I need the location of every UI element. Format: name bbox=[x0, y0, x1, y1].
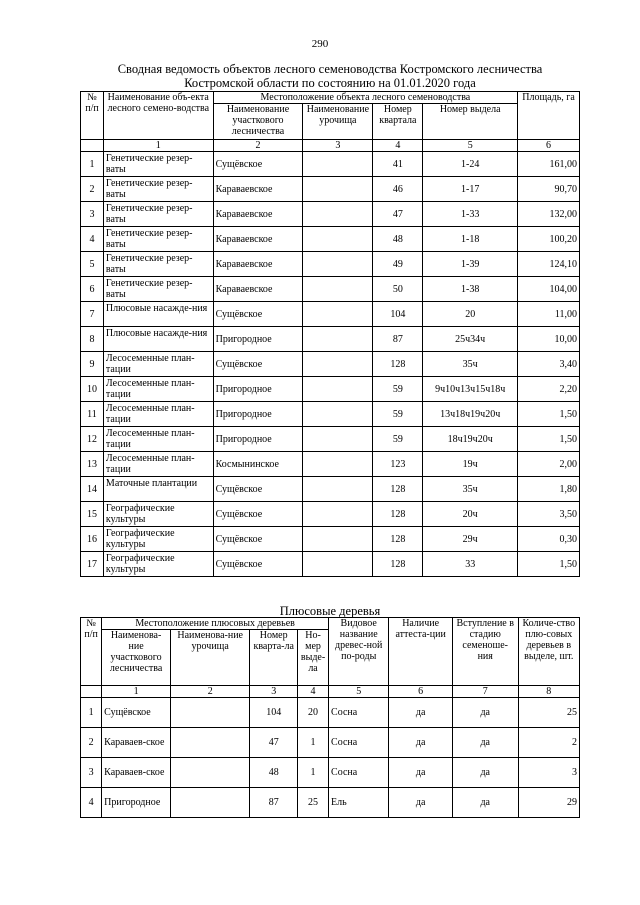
section-number: 29ч bbox=[423, 527, 518, 552]
count-value: 3 bbox=[518, 758, 579, 788]
district-name: Пригородное bbox=[213, 402, 303, 427]
object-name: Плюсовые насажде-ния bbox=[103, 327, 213, 352]
column-number-row bbox=[81, 140, 580, 152]
species-name: Сосна bbox=[329, 758, 389, 788]
section-number: 18ч19ч20ч bbox=[423, 427, 518, 452]
area-value: 1,80 bbox=[518, 477, 580, 502]
tract-name bbox=[303, 527, 373, 552]
quarter-number: 104 bbox=[250, 698, 298, 728]
tract-name bbox=[303, 252, 373, 277]
header-num: № п/п bbox=[81, 92, 104, 140]
count-value: 25 bbox=[518, 698, 579, 728]
row-number: 2 bbox=[81, 728, 102, 758]
header-section: Но-мер выде-ла bbox=[298, 630, 329, 686]
quarter-number: 47 bbox=[373, 202, 423, 227]
quarter-number: 128 bbox=[373, 477, 423, 502]
header-location: Местоположение объекта лесного семеноводства bbox=[213, 92, 518, 104]
table-row bbox=[81, 327, 580, 352]
section-number: 1-18 bbox=[423, 227, 518, 252]
area-value: 2,00 bbox=[518, 452, 580, 477]
quarter-number: 49 bbox=[373, 252, 423, 277]
col-number: 5 bbox=[329, 686, 389, 698]
table-row bbox=[81, 402, 580, 427]
col-number: 3 bbox=[303, 140, 373, 152]
area-value: 132,00 bbox=[518, 202, 580, 227]
section-number: 1-38 bbox=[423, 277, 518, 302]
col-number: 6 bbox=[389, 686, 453, 698]
section-number: 1-24 bbox=[423, 152, 518, 177]
district-name: Сущёвское bbox=[102, 698, 171, 728]
row-number: 3 bbox=[81, 202, 104, 227]
table-row bbox=[81, 698, 580, 728]
attestation-value: да bbox=[389, 728, 453, 758]
table-row bbox=[81, 427, 580, 452]
tract-name bbox=[303, 302, 373, 327]
table-row bbox=[81, 202, 580, 227]
district-name: Сущёвское bbox=[213, 302, 303, 327]
tract-name bbox=[303, 427, 373, 452]
section-number: 20 bbox=[423, 302, 518, 327]
row-number: 4 bbox=[81, 227, 104, 252]
area-value: 161,00 bbox=[518, 152, 580, 177]
table-row bbox=[81, 352, 580, 377]
table-row bbox=[81, 788, 580, 818]
tract-name bbox=[303, 327, 373, 352]
section-number: 33 bbox=[423, 552, 518, 577]
column-number-row bbox=[81, 686, 580, 698]
table-row bbox=[81, 252, 580, 277]
area-value: 90,70 bbox=[518, 177, 580, 202]
area-value: 2,20 bbox=[518, 377, 580, 402]
section-number: 1-17 bbox=[423, 177, 518, 202]
quarter-number: 46 bbox=[373, 177, 423, 202]
table-row bbox=[81, 277, 580, 302]
tract-name bbox=[303, 177, 373, 202]
col-number: 7 bbox=[452, 686, 518, 698]
quarter-number: 128 bbox=[373, 502, 423, 527]
area-value: 100,20 bbox=[518, 227, 580, 252]
area-value: 0,30 bbox=[518, 527, 580, 552]
row-number: 6 bbox=[81, 277, 104, 302]
row-number: 7 bbox=[81, 302, 104, 327]
attestation-value: да bbox=[389, 698, 453, 728]
district-name: Караваевское bbox=[213, 177, 303, 202]
object-name: Генетические резер-ваты bbox=[103, 227, 213, 252]
species-name: Ель bbox=[329, 788, 389, 818]
district-name: Сущёвское bbox=[213, 352, 303, 377]
tract-name bbox=[303, 402, 373, 427]
tract-name bbox=[303, 352, 373, 377]
row-number: 9 bbox=[81, 352, 104, 377]
district-name: Сущёвское bbox=[213, 152, 303, 177]
tract-name bbox=[303, 152, 373, 177]
quarter-number: 123 bbox=[373, 452, 423, 477]
stage-value: да bbox=[452, 698, 518, 728]
stage-value: да bbox=[452, 728, 518, 758]
quarter-number: 48 bbox=[373, 227, 423, 252]
tract-name bbox=[303, 552, 373, 577]
district-name: Караваевское bbox=[213, 277, 303, 302]
section-number: 25ч34ч bbox=[423, 327, 518, 352]
quarter-number: 47 bbox=[250, 728, 298, 758]
section-number: 13ч18ч19ч20ч bbox=[423, 402, 518, 427]
section-number: 1 bbox=[298, 758, 329, 788]
species-name: Сосна bbox=[329, 728, 389, 758]
section-number: 35ч bbox=[423, 352, 518, 377]
object-name: Географические культуры bbox=[103, 527, 213, 552]
row-number: 5 bbox=[81, 252, 104, 277]
header-section: Номер выдела bbox=[423, 104, 518, 140]
table-row bbox=[81, 758, 580, 788]
tract-name bbox=[170, 728, 249, 758]
area-value: 124,10 bbox=[518, 252, 580, 277]
row-number: 17 bbox=[81, 552, 104, 577]
count-value: 2 bbox=[518, 728, 579, 758]
tract-name bbox=[170, 788, 249, 818]
object-name: Генетические резер-ваты bbox=[103, 202, 213, 227]
district-name: Караваевское bbox=[213, 202, 303, 227]
district-name: Сущёвское bbox=[213, 527, 303, 552]
section-number: 19ч bbox=[423, 452, 518, 477]
col-number: 8 bbox=[518, 686, 579, 698]
section-number: 20ч bbox=[423, 502, 518, 527]
section-number: 1 bbox=[298, 728, 329, 758]
row-number: 14 bbox=[81, 477, 104, 502]
object-name: Географические культуры bbox=[103, 502, 213, 527]
section-number: 1-33 bbox=[423, 202, 518, 227]
row-number: 12 bbox=[81, 427, 104, 452]
quarter-number: 104 bbox=[373, 302, 423, 327]
row-number: 8 bbox=[81, 327, 104, 352]
page-number: 290 bbox=[311, 38, 329, 50]
col-number: 4 bbox=[298, 686, 329, 698]
header-location: Местоположение плюсовых деревьев bbox=[102, 618, 329, 630]
table-row bbox=[81, 452, 580, 477]
col-number: 1 bbox=[102, 686, 171, 698]
district-name: Караваевское bbox=[213, 227, 303, 252]
quarter-number: 128 bbox=[373, 352, 423, 377]
table-row bbox=[81, 227, 580, 252]
tract-name bbox=[303, 477, 373, 502]
plus-trees-table bbox=[80, 617, 580, 818]
table-row bbox=[81, 477, 580, 502]
col-number: 1 bbox=[103, 140, 213, 152]
area-value: 11,00 bbox=[518, 302, 580, 327]
quarter-number: 48 bbox=[250, 758, 298, 788]
stage-value: да bbox=[452, 788, 518, 818]
tract-name bbox=[303, 202, 373, 227]
header-species: Видовое название древес-ной по-роды bbox=[329, 618, 389, 686]
header-area: Площадь, га bbox=[518, 92, 580, 140]
stage-value: да bbox=[452, 758, 518, 788]
tract-name bbox=[170, 758, 249, 788]
tract-name bbox=[170, 698, 249, 728]
section-number: 35ч bbox=[423, 477, 518, 502]
area-value: 1,50 bbox=[518, 427, 580, 452]
section-number: 9ч10ч13ч15ч18ч bbox=[423, 377, 518, 402]
object-name: Географические культуры bbox=[103, 552, 213, 577]
header-district: Наименование участкового лесничества bbox=[213, 104, 303, 140]
object-name: Маточные плантации bbox=[103, 477, 213, 502]
table-row bbox=[81, 728, 580, 758]
tract-name bbox=[303, 452, 373, 477]
header-district: Наименова-ние участкового лесничества bbox=[102, 630, 171, 686]
header-tract: Наименование урочища bbox=[303, 104, 373, 140]
table-row bbox=[81, 552, 580, 577]
district-name: Сущёвское bbox=[213, 552, 303, 577]
object-name: Лесосеменные план-тации bbox=[103, 452, 213, 477]
quarter-number: 59 bbox=[373, 402, 423, 427]
attestation-value: да bbox=[389, 758, 453, 788]
row-number: 4 bbox=[81, 788, 102, 818]
district-name: Караваевское bbox=[213, 252, 303, 277]
quarter-number: 128 bbox=[373, 552, 423, 577]
row-number: 13 bbox=[81, 452, 104, 477]
col-number: 2 bbox=[170, 686, 249, 698]
col-number: 3 bbox=[250, 686, 298, 698]
row-number: 2 bbox=[81, 177, 104, 202]
table-row bbox=[81, 152, 580, 177]
header-count: Количе-ство плю-совых деревьев в выделе, шт. bbox=[518, 618, 579, 686]
quarter-number: 50 bbox=[373, 277, 423, 302]
row-number: 11 bbox=[81, 402, 104, 427]
tract-name bbox=[303, 227, 373, 252]
seed-objects-table bbox=[80, 91, 580, 577]
table-row bbox=[81, 177, 580, 202]
district-name: Караваев-ское bbox=[102, 728, 171, 758]
header-stage: Вступление в стадию семеноше-ния bbox=[452, 618, 518, 686]
district-name: Сущёвское bbox=[213, 477, 303, 502]
tract-name bbox=[303, 277, 373, 302]
object-name: Генетические резер-ваты bbox=[103, 252, 213, 277]
row-number: 15 bbox=[81, 502, 104, 527]
table-row bbox=[81, 302, 580, 327]
table-row bbox=[81, 377, 580, 402]
col-number: 4 bbox=[373, 140, 423, 152]
header-attestation: Наличие аттеста-ции bbox=[389, 618, 453, 686]
district-name: Сущёвское bbox=[213, 502, 303, 527]
row-number: 1 bbox=[81, 698, 102, 728]
header-object-name: Наименование объ-екта лесного семено-водства bbox=[103, 92, 213, 140]
district-name: Караваев-ское bbox=[102, 758, 171, 788]
col-number: 2 bbox=[213, 140, 303, 152]
area-value: 104,00 bbox=[518, 277, 580, 302]
col-number: 5 bbox=[423, 140, 518, 152]
tract-name bbox=[303, 502, 373, 527]
row-number: 3 bbox=[81, 758, 102, 788]
district-name: Пригородное bbox=[213, 427, 303, 452]
object-name: Генетические резер-ваты bbox=[103, 277, 213, 302]
col-number: 6 bbox=[518, 140, 580, 152]
quarter-number: 41 bbox=[373, 152, 423, 177]
object-name: Лесосеменные план-тации bbox=[103, 377, 213, 402]
object-name: Генетические резер-ваты bbox=[103, 177, 213, 202]
table-row bbox=[81, 527, 580, 552]
area-value: 1,50 bbox=[518, 552, 580, 577]
section-number: 25 bbox=[298, 788, 329, 818]
header-quarter: Номер кварта-ла bbox=[250, 630, 298, 686]
row-number: 10 bbox=[81, 377, 104, 402]
header-quarter: Номер квартала bbox=[373, 104, 423, 140]
table-row bbox=[81, 502, 580, 527]
row-number: 16 bbox=[81, 527, 104, 552]
header-num: № п/п bbox=[81, 618, 102, 686]
quarter-number: 128 bbox=[373, 527, 423, 552]
quarter-number: 87 bbox=[373, 327, 423, 352]
plus-trees-title: Плюсовые деревья bbox=[279, 604, 381, 618]
district-name: Пригородное bbox=[102, 788, 171, 818]
object-name: Лесосеменные план-тации bbox=[103, 402, 213, 427]
attestation-value: да bbox=[389, 788, 453, 818]
object-name: Плюсовые насажде-ния bbox=[103, 302, 213, 327]
district-name: Пригородное bbox=[213, 377, 303, 402]
count-value: 29 bbox=[518, 788, 579, 818]
col-number bbox=[81, 140, 104, 152]
row-number: 1 bbox=[81, 152, 104, 177]
title-line-2: Костромской области по состоянию на 01.01.2020 года bbox=[184, 76, 476, 90]
area-value: 3,50 bbox=[518, 502, 580, 527]
tract-name bbox=[303, 377, 373, 402]
object-name: Генетические резер-ваты bbox=[103, 152, 213, 177]
area-value: 3,40 bbox=[518, 352, 580, 377]
title-line-1: Сводная ведомость объектов лесного семеноводства Костромского лесничества bbox=[117, 62, 543, 76]
header-tract: Наименова-ние урочища bbox=[170, 630, 249, 686]
quarter-number: 59 bbox=[373, 427, 423, 452]
district-name: Космынинское bbox=[213, 452, 303, 477]
section-number: 20 bbox=[298, 698, 329, 728]
area-value: 1,50 bbox=[518, 402, 580, 427]
object-name: Лесосеменные план-тации bbox=[103, 427, 213, 452]
area-value: 10,00 bbox=[518, 327, 580, 352]
district-name: Пригородное bbox=[213, 327, 303, 352]
section-number: 1-39 bbox=[423, 252, 518, 277]
quarter-number: 87 bbox=[250, 788, 298, 818]
document-title bbox=[80, 62, 580, 90]
object-name: Лесосеменные план-тации bbox=[103, 352, 213, 377]
quarter-number: 59 bbox=[373, 377, 423, 402]
species-name: Сосна bbox=[329, 698, 389, 728]
col-number bbox=[81, 686, 102, 698]
